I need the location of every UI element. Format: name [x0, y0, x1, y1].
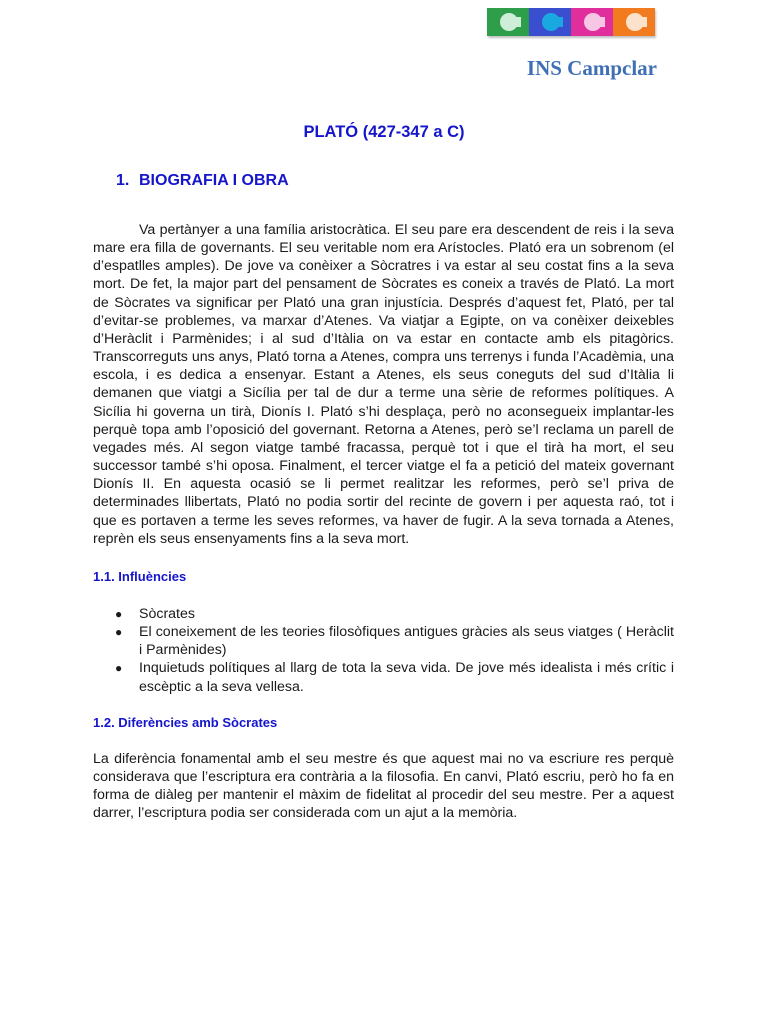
bullet-icon: ● [115, 607, 123, 621]
biography-paragraph: Va pertànyer a una família aristocràtica. El seu pare era descendent de reis i la seva mare era filla de governants. El seu veritable nom era Arístocles. Plató era un sobrenom (el d’espatlles amples). De jove va conèixer a Sòcratres i va estar al seu costat fins a la seva mort. De fet, la major part del pensament de Sòcrates es coneix a través de Plató. La mort de Sòcrates va significar per Plató una gran injustícia. Després d’aquest fet, Plató, per tal d’evitar-se problemes, va marxar d’Atenes. Va viatjar a Egipte, on va conèixer deixebles d’Heràclit i Parmènides; i al sud d’Itàlia on va estar en contacte amb els pitagòrics. Transcorreguts uns anys, Plató torna a Atenes, compra uns terrenys i funda l’Acadèmia, una escola, i es dedica a ensenyar. Estant a Atenes, els seus coneguts del sud d’Itàlia li demanen que viatgi a Sicília per tal de dur a terme una sèrie de reformes polítiques. A Sicília hi governa un tirà, Dionís I. Plató s’hi desplaça, però no aconsegueix implantar-les perquè topa amb l’oposició del governant. Retorna a Atenes, però se’l reclama un parell de vegades més. Al segon viatge també fracassa, perquè tot i que el tirà ha mort, el seu successor també s’hi oposa. Finalment, el tercer viatge el fa a petició del mateix governant Dionís II. En aquesta ocasió se li permet realitzar les reformes, però se’l priva de determinades llibertats, Plató no podia sortir del recinte de govern i per aquesta raó, tot i que es portaven a terme les seves reformes, va haver de fugir. A la seva tornada a Atenes, reprèn els seus ensenyaments fins a la seva mort. [93, 222, 674, 547]
list-item-text: Inquietuds polítiques al llarg de tota la seva vida. De jove més idealista i més crític i escèptic a la seva vellesa. [139, 660, 674, 695]
section-heading-text: BIOGRAFIA I OBRA [139, 172, 289, 189]
section-heading-biografia [116, 172, 289, 190]
bullet-icon: ● [115, 625, 123, 640]
logo-block-green [487, 8, 529, 36]
school-name: INS Campclar [526, 56, 657, 80]
logo-block-blue [529, 8, 571, 36]
document-title: PLATÓ (427-347 a C) [303, 123, 465, 141]
list-item-text: El coneixement de les teories filosòfiques antigues gràcies als seus viatges ( Heràclit i Parmènides) [139, 624, 674, 659]
differences-paragraph: La diferència fonamental amb el seu mestre és que aquest mai no va escriure res perquè considerava que l’escriptura era contrària a la filosofia. En canvi, Plató escriu, però ho fa en forma de diàleg per mantenir el màxim de fidelitat al procedir del seu mestre. Per a aquest darrer, l’escriptura podia ser considerada com un ajut a la memòria. [93, 751, 674, 822]
list-item [93, 605, 674, 623]
list-item [93, 623, 674, 659]
bullet-icon: ● [115, 661, 123, 676]
section-number: 1. [116, 172, 130, 189]
school-logo [487, 8, 655, 38]
subsection-heading-diferencies: 1.2. Diferències amb Sòcrates [93, 715, 278, 730]
list-item [93, 659, 674, 695]
logo-block-pink [571, 8, 613, 36]
logo-block-orange [613, 8, 655, 36]
influences-list [93, 605, 674, 696]
list-item-text: Sòcrates [139, 606, 195, 622]
subsection-heading-influencies: 1.1. Influències [93, 569, 187, 584]
